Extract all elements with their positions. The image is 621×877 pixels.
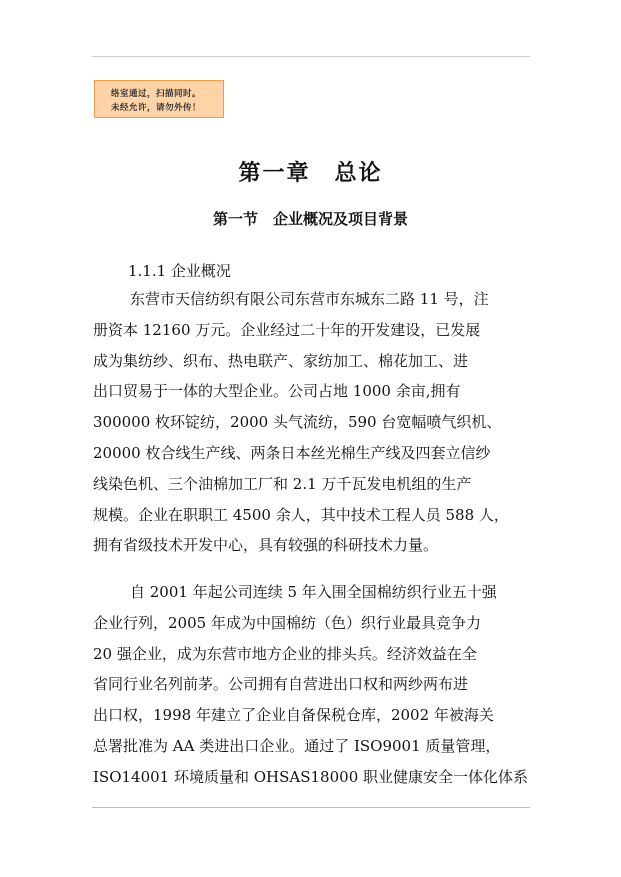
confidential-stamp bbox=[94, 80, 224, 118]
paragraph-line: 出口权，1998 年建立了企业自备保税仓库，2002 年被海关 bbox=[93, 706, 494, 725]
paragraph-line: 东营市天信纺织有限公司东营市东城东二路 11 号，注 bbox=[130, 290, 489, 308]
paragraph-line: 300000 枚环锭纺，2000 头气流纺，590 台宽幅喷气织机、 bbox=[93, 413, 502, 432]
stamp-line-1: 络室通过，扫描同时。 bbox=[111, 89, 202, 99]
stamp-line-2: 未经允许，请勿外传！ bbox=[111, 103, 202, 113]
paragraph-line: 拥有省级技术开发中心，具有较强的科研技术力量。 bbox=[93, 536, 439, 555]
paragraph-line: 成为集纺纱、织布、热电联产、家纺加工、棉花加工、进 bbox=[93, 351, 469, 370]
chapter-title: 第一章 总论 bbox=[238, 161, 383, 186]
section-title: 第一节 企业概况及项目背景 bbox=[212, 210, 408, 228]
subheading: 1.1.1 企业概况 bbox=[128, 262, 231, 280]
paragraph-line: 线染色机、三个油棉加工厂和 2.1 万千瓦发电机组的生产 bbox=[93, 474, 472, 493]
paragraph-line: 出口贸易于一体的大型企业。公司占地 1000 余亩,拥有 bbox=[93, 382, 461, 401]
paragraph-company-overview bbox=[93, 284, 533, 561]
paragraph-line: ISO14001 环境质量和 OHSAS18000 职业健康安全一体化体系 bbox=[93, 767, 529, 786]
paragraph-line: 自 2001 年起公司连续 5 年入围全国棉纺织行业五十强 bbox=[130, 583, 497, 601]
paragraph-line: 企业行列，2005 年成为中国棉纺（色）织行业最具竞争力 bbox=[93, 613, 481, 632]
header-rule bbox=[92, 56, 530, 57]
paragraph-achievements bbox=[93, 577, 533, 793]
paragraph-line: 规模。企业在职职工 4500 余人，其中技术工程人员 588 人， bbox=[93, 505, 509, 524]
paragraph-line: 20 强企业，成为东营市地方企业的排头兵。经济效益在全 bbox=[93, 644, 477, 663]
footer-rule bbox=[92, 807, 530, 808]
paragraph-line: 总署批准为 AA 类进出口企业。通过了 ISO9001 质量管理， bbox=[93, 736, 501, 755]
paragraph-line: 省同行业名列前茅。公司拥有自营进出口权和两纱两布进 bbox=[93, 675, 469, 694]
paragraph-line: 20000 枚合线生产线、两条日本丝光棉生产线及四套立信纱 bbox=[93, 443, 491, 462]
paragraph-line: 册资本 12160 万元。企业经过二十年的开发建设，已发展 bbox=[93, 320, 481, 339]
